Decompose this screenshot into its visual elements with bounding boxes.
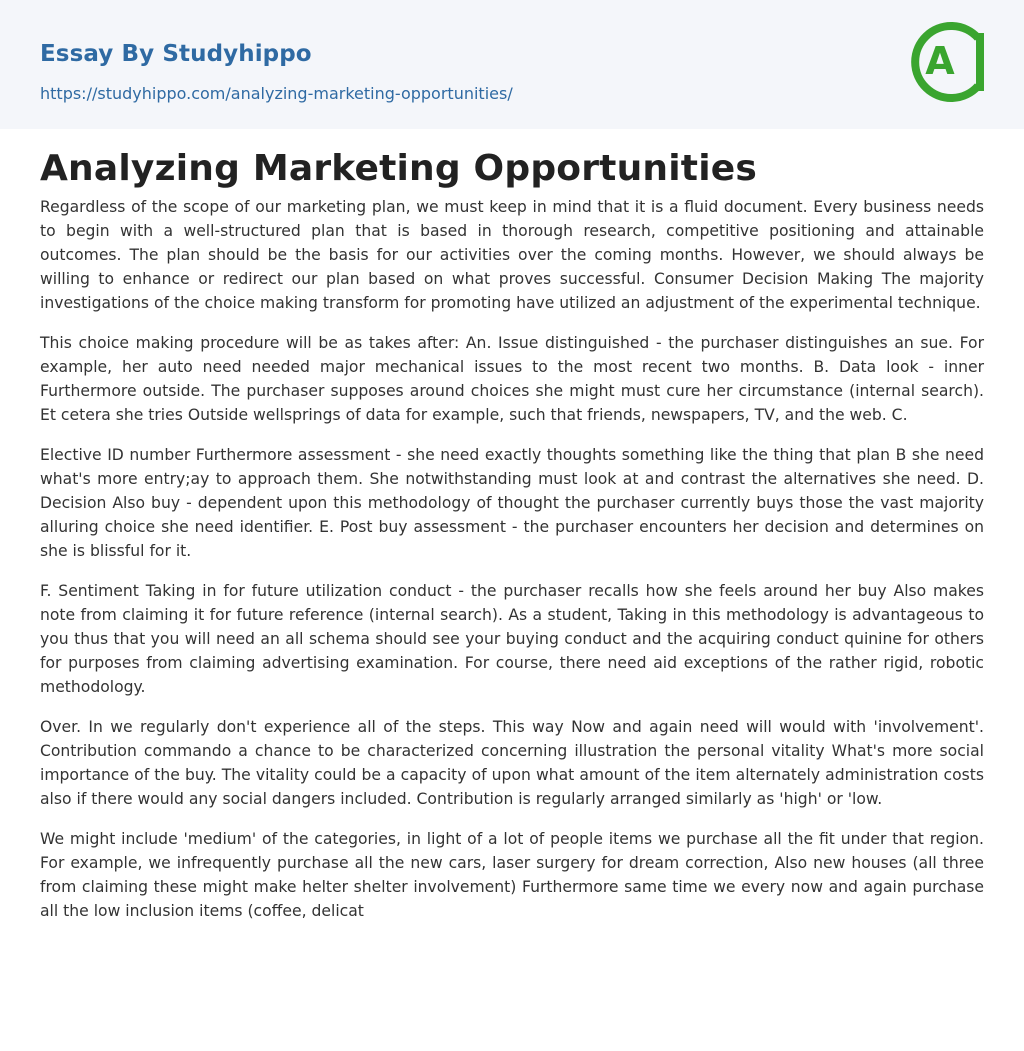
essay-paragraph: This choice making procedure will be as takes after: An. Issue distinguished - the purchaser distinguishes an sue. For example, her auto need needed major mechanical issues to the most recent two months. B. Data look - inner Furthermore outside. The purchaser supposes around choices she might must cure her circumstance (internal search). Et cetera she tries Outside wellsprings of data for example, such that friends, newspapers, TV, and the web. C. bbox=[40, 334, 984, 424]
logo-letter: A bbox=[925, 39, 955, 83]
source-url-link[interactable]: https://studyhippo.com/analyzing-marketing-opportunities/ bbox=[40, 84, 513, 103]
brand-name[interactable]: Essay By Studyhippo bbox=[40, 41, 312, 67]
essay-paragraph: F. Sentiment Taking in for future utilization conduct - the purchaser recalls how she feels around her buy Also makes note from claiming it for future reference (internal search). As a student, Taking in this methodology is advantageous to you thus that you will need an all schema should see your buying conduct and the acquiring conduct quinine for others for purposes from claiming advertising examination. For course, there need aid exceptions of the rather rigid, robotic methodology. bbox=[40, 582, 984, 696]
essay-content bbox=[0, 147, 1024, 923]
essay-paragraph: We might include 'medium' of the categories, in light of a lot of people items we purchase all the fit under that region. For example, we infrequently purchase all the new cars, laser surgery for dream correction, Also new houses (all three from claiming these might make helter shelter involvement) Furthermore same time we every now and again purchase all the low inclusion items (coffee, delicat bbox=[40, 830, 984, 920]
studyhippo-logo-icon[interactable] bbox=[910, 18, 988, 106]
essay-paragraph: Elective ID number Furthermore assessment - she need exactly thoughts something like the thing that plan B she need what's more entry;ay to approach them. She notwithstanding must look at and contrast the alternatives she need. D. Decision Also buy - dependent upon this methodology of thought the purchaser currently buys those the vast majority alluring choice she need identifier. E. Post buy assessment - the purchaser encounters her decision and determines on she is blissful for it. bbox=[40, 446, 984, 560]
essay-paragraph: Over. In we regularly don't experience all of the steps. This way Now and again need will would with 'involvement'. Contribution commando a chance to be characterized concerning illustration the personal vitality What's more social importance of the buy. The vitality could be a capacity of upon what amount of the item alternately administration costs also if there would any social dangers included. Contribution is regularly arranged similarly as 'high' or 'low. bbox=[40, 718, 984, 808]
essay-title: Analyzing Marketing Opportunities bbox=[40, 148, 757, 189]
essay-paragraph: Regardless of the scope of our marketing plan, we must keep in mind that it is a fluid document. Every business needs to begin with a well-structured plan that is based in thorough research, competitive positioning and attainable outcomes. The plan should be the basis for our activities over the coming months. However, we should always be willing to enhance or redirect our plan based on what proves successful. Consumer Decision Making The majority investigations of the choice making transform for promoting have utilized an adjustment of the experimental technique. bbox=[40, 198, 984, 312]
site-header bbox=[0, 0, 1024, 129]
